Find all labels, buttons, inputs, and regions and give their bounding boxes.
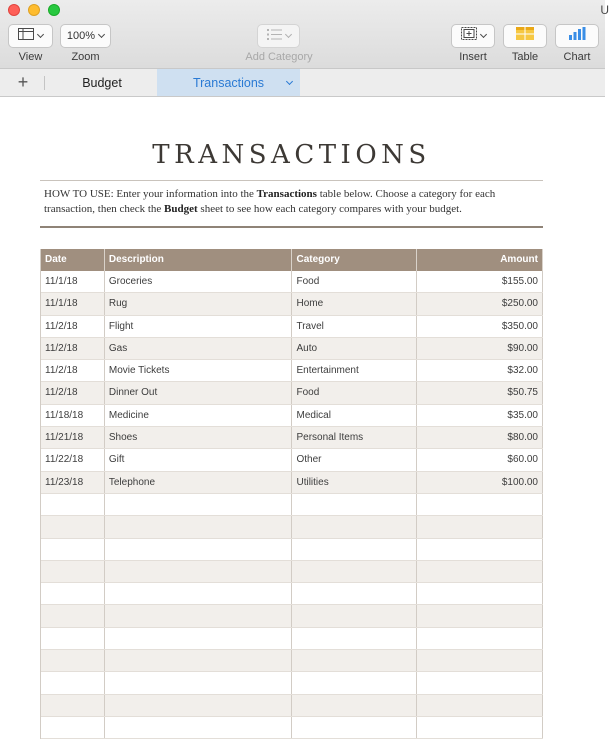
cell-description[interactable] [105,650,293,671]
chevron-down-icon [98,31,105,38]
table-row [41,628,543,650]
cell-category[interactable] [292,628,417,649]
cell-category[interactable] [292,561,417,582]
cell-category[interactable]: Home [292,293,417,314]
table-row [41,472,543,494]
cell-description[interactable] [105,561,293,582]
toolbar [0,0,609,69]
cell-category[interactable]: Food [292,271,417,292]
cell-category[interactable]: Other [292,449,417,470]
cell-category[interactable] [292,672,417,693]
cell-date[interactable] [41,561,105,582]
tab-divider [44,76,45,90]
cell-amount[interactable]: $32.00 [417,360,543,381]
cell-amount[interactable]: $50.75 [417,382,543,403]
table-row [41,650,543,672]
insert-label: Insert [459,51,487,63]
table-row [41,449,543,471]
cell-category[interactable] [292,494,417,515]
cell-description[interactable]: Gift [105,449,293,470]
add-category-button[interactable] [257,24,300,48]
how-to-text-part: table below. Choose a category for each transaction, then check the [44,188,496,215]
table-row [41,405,543,427]
cell-amount[interactable] [417,650,543,671]
table-label: Table [511,51,539,63]
header-amount[interactable]: Amount [417,249,543,271]
cell-description[interactable]: Dinner Out [105,382,293,403]
header-description[interactable]: Description [105,249,293,271]
chevron-down-icon [37,31,44,38]
close-window-button[interactable] [8,4,20,16]
cell-date[interactable]: 11/2/18 [41,382,105,403]
cell-description[interactable]: Movie Tickets [105,360,293,381]
cell-description[interactable] [105,539,293,560]
header-date[interactable]: Date [41,249,105,271]
cell-description[interactable] [105,672,293,693]
cell-description[interactable]: Flight [105,316,293,337]
cell-date[interactable]: 11/2/18 [41,360,105,381]
tab-budget[interactable] [48,69,156,96]
cell-date[interactable] [41,650,105,671]
cell-amount[interactable] [417,695,543,716]
header-category[interactable]: Category [292,249,417,271]
cell-amount[interactable] [417,561,543,582]
table-row [41,672,543,694]
chevron-down-icon [284,31,291,38]
cell-amount[interactable] [417,605,543,626]
cell-date[interactable]: 11/2/18 [41,316,105,337]
cell-date[interactable] [41,628,105,649]
table-row [41,360,543,382]
cell-date[interactable]: 11/1/18 [41,293,105,314]
cell-category[interactable]: Auto [292,338,417,359]
chevron-down-icon[interactable] [286,78,293,85]
cell-description[interactable] [105,494,293,515]
how-to-text-part: sheet to see how each category compares with your budget. [197,203,462,215]
cell-amount[interactable]: $80.00 [417,427,543,448]
cell-amount[interactable]: $100.00 [417,472,543,493]
chevron-down-icon [479,31,486,38]
table-row [41,583,543,605]
cell-category[interactable]: Utilities [292,472,417,493]
zoom-value: 100% [66,30,96,42]
table-row [41,695,543,717]
cell-date[interactable]: 11/22/18 [41,449,105,470]
cell-amount[interactable]: $90.00 [417,338,543,359]
list-icon [267,27,282,45]
cell-amount[interactable]: $60.00 [417,449,543,470]
cell-amount[interactable]: $35.00 [417,405,543,426]
table-row [41,494,543,516]
cell-category[interactable] [292,583,417,604]
cell-description[interactable]: Rug [105,293,293,314]
chart-button[interactable] [555,24,599,48]
cell-amount[interactable] [417,672,543,693]
cell-description[interactable]: Medicine [105,405,293,426]
cell-description[interactable] [105,695,293,716]
sidebar-layout-icon [18,27,34,45]
insert-button[interactable] [451,24,495,48]
view-button[interactable] [8,24,53,48]
cell-date[interactable] [41,672,105,693]
cell-date[interactable] [41,494,105,515]
cell-description[interactable] [105,516,293,537]
cell-category[interactable]: Medical [292,405,417,426]
view-label: View [18,51,43,63]
tab-transactions[interactable] [157,69,300,96]
cell-date[interactable] [41,695,105,716]
cell-amount[interactable] [417,628,543,649]
cell-amount[interactable]: $350.00 [417,316,543,337]
cell-category[interactable] [292,650,417,671]
cell-category[interactable]: Travel [292,316,417,337]
cell-date[interactable] [41,516,105,537]
chart-label: Chart [563,51,591,63]
cell-date[interactable] [41,717,105,738]
cell-amount[interactable]: $155.00 [417,271,543,292]
cell-description[interactable] [105,583,293,604]
cell-date[interactable]: 11/23/18 [41,472,105,493]
table-row [41,539,543,561]
table-header-row [41,249,543,271]
cell-amount[interactable] [417,494,543,515]
table-row [41,338,543,360]
zoom-window-button[interactable] [48,4,60,16]
table-row [41,382,543,404]
how-to-bold-transactions: Transactions [256,188,317,200]
cell-category[interactable]: Personal Items [292,427,417,448]
cell-date[interactable]: 11/1/18 [41,271,105,292]
bar-chart-icon [568,27,586,45]
sheet-tab-bar [0,69,605,97]
divider [40,180,543,181]
table-row [41,427,543,449]
cell-date[interactable]: 11/21/18 [41,427,105,448]
cell-amount[interactable] [417,516,543,537]
cell-date[interactable]: 11/18/18 [41,405,105,426]
cell-category[interactable] [292,516,417,537]
table-row [41,271,543,293]
table-row [41,316,543,338]
cell-date[interactable]: 11/2/18 [41,338,105,359]
table-row [41,605,543,627]
cell-date[interactable] [41,583,105,604]
cell-amount[interactable] [417,583,543,604]
window-title: U [600,3,609,17]
table-row [41,561,543,583]
cell-date[interactable] [41,605,105,626]
table-icon [516,27,534,45]
cell-amount[interactable]: $250.00 [417,293,543,314]
how-to-text [44,187,539,217]
cell-description[interactable] [105,717,293,738]
zoom-label: Zoom [71,51,100,63]
cell-category[interactable] [292,717,417,738]
cell-description[interactable]: Gas [105,338,293,359]
insert-icon [461,27,477,45]
cell-description[interactable]: Groceries [105,271,293,292]
cell-category[interactable] [292,695,417,716]
how-to-text-part: HOW TO USE: Enter your information into the [44,188,257,200]
divider [40,226,543,228]
cell-description[interactable]: Telephone [105,472,293,493]
zoom-select[interactable] [60,24,111,48]
minimize-window-button[interactable] [28,4,40,16]
page-title: TRANSACTIONS [152,140,431,170]
transactions-table [40,249,543,739]
cell-category[interactable]: Food [292,382,417,403]
cell-description[interactable] [105,628,293,649]
cell-date[interactable] [41,539,105,560]
table-button[interactable] [503,24,547,48]
table-row [41,516,543,538]
table-body [41,271,543,739]
table-row [41,293,543,315]
add-sheet-button[interactable]: + [17,72,29,92]
cell-description[interactable] [105,605,293,626]
add-category-label: Add Category [245,51,313,63]
cell-category[interactable]: Entertainment [292,360,417,381]
cell-category[interactable] [292,605,417,626]
cell-description[interactable]: Shoes [105,427,293,448]
how-to-bold-budget: Budget [164,203,198,215]
cell-amount[interactable] [417,539,543,560]
cell-amount[interactable] [417,717,543,738]
cell-category[interactable] [292,539,417,560]
tab-label: Transactions [192,75,265,90]
tab-label: Budget [82,75,122,90]
table-row [41,717,543,739]
